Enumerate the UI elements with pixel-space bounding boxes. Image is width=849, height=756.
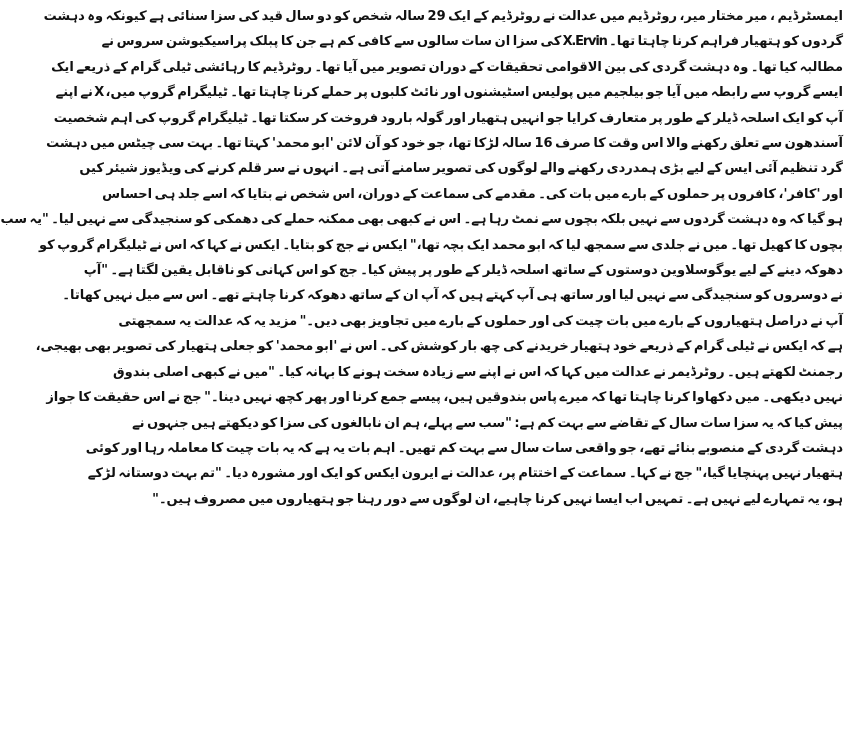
article-line: رجمنٹ لکھتے ہیں۔ روٹرڈیمر نے عدالت میں کہا کہ اس نے اپنے سے زیادہ سخت ہونے کا بہانہ کیا۔ "میں نے کبھی اصلی بندوق — [113, 364, 843, 380]
article-line: پیش کیا کہ یہ سزا سات سال کے تقاضے سے بہت کم ہے: "سب سے پہلے، ہم ان نابالغوں کی سزا کو دیکھتے ہیں جنہوں نے — [132, 415, 843, 431]
article-line: ہو، یہ تمہارے لیے نہیں ہے۔ تمہیں اب ایسا نہیں کرنا چاہیے، ان لوگوں سے دور رہنا جو ہتھیاروں میں مصروف ہیں۔" — [152, 491, 843, 507]
article-line: آسندھون سے تعلق رکھنے والا اس وقت کا صرف 16 سالہ لڑکا تھا، جو خود کو آن لائن 'ابو محمد' کہتا تھا۔ بہت سی چیٹس میں دہشت — [46, 136, 843, 152]
article-line: ہو گیا کہ وہ دہشت گردوں سے نہیں بلکہ بچوں سے نمٹ رہا ہے۔ اس نے کبھی بھی ممکنہ حملے کی دھمکی کو سنجیدگی سے نہیں لیا۔ "یہ سب — [0, 212, 843, 228]
article-line: اور 'کافر'، کافروں پر حملوں کے بارے میں بات کی۔ مقدمے کی سماعت کے دوران، اس شخص نے بتایا کہ اسے جلد ہی احساس — [102, 186, 843, 202]
article-line: نہیں دیکھی۔ میں دکھاوا کرنا چاہتا تھا کہ میرے پاس بندوقیں ہیں، پیسے جمع کرنا اور پھر کچھ نہیں دینا۔" جج نے اس حقیقت کا جواز — [46, 390, 843, 406]
article-line: آپ نے دراصل ہتھیاروں کے بارے میں بات چیت کی اور حملوں کے بارے میں تجاویز بھی دیں۔" مزید یہ کہ عدالت یہ سمجھتی — [118, 313, 843, 329]
article-line: گردوں کو ہتھیار فراہم کرنا چاہتا تھا۔ X.Ervin کی سزا ان سات سالوں سے کافی کم ہے جن کا پبلک پراسیکیوشن سروس نے — [101, 34, 843, 50]
article-line: نے دوسروں کو سنجیدگی سے نہیں لیا اور ساتھ ہی آپ کہتے ہیں کہ آپ ان کے ساتھ دھوکہ کرنا چاہتے تھے۔ اس سے میل نہیں کھاتا۔ — [62, 288, 843, 304]
article-line: ایسے گروپ سے رابطہ میں آیا جو بیلجیم میں پولیس اسٹیشنوں اور نائٹ کلبوں پر حملے کرنا چاہتا تھا۔ ٹیلیگرام گروپ میں، X نے اپنے — [55, 85, 843, 101]
article-body — [0, 4, 843, 752]
article-line: بچوں کا کھیل تھا۔ میں نے جلدی سے سمجھ لیا کہ ابو محمد ایک بچہ تھا،" ایکس نے جج کو بتایا۔ ایکس نے کہا کہ اس نے ٹیلیگرام گروپ کو — [38, 237, 843, 253]
article-line: ہے کہ ایکس نے ٹیلی گرام کے ذریعے خود ہتھیار خریدنے کی چھ بار کوشش کی۔ اس نے 'ابو محمد' کو جعلی ہتھیار کی تصویر بھی بھیجی، — [35, 339, 843, 355]
article-line: ایمسٹرڈیم ، میر مختار میر، روٹرڈیم میں عدالت نے روٹرڈیم کے ایک 29 سالہ شخص کو دو سال قید کی سزا سنائی ہے کیونکہ وہ دہشت — [43, 9, 843, 24]
article-line: ہتھیار نہیں پہنچایا گیا،" جج نے کہا۔ سماعت کے اختتام پر، عدالت نے ایرون ایکس کو ایک اور مشورہ دیا۔ "تم بہت دوستانہ لڑکے — [87, 466, 843, 482]
article-line: آپ کو ایک اسلحہ ڈیلر کے طور پر متعارف کرایا جو انہیں ہتھیار اور گولہ بارود فروخت کر سکتا تھا۔ ٹیلیگرام گروپ کی اہم شخصیت — [53, 110, 843, 126]
article-line: گرد تنظیم آئی ایس کے لیے بڑی ہمدردی رکھنے والے لوگوں کی تصویر سامنے آتی ہے۔ انہوں نے سر قلم کرنے کی ویڈیوز شیئر کیں — [79, 161, 843, 177]
article-line: دھوکہ دینے کے لیے یوگوسلاوین دوستوں کے ساتھ اسلحہ ڈیلر کے طور پر پیش کیا۔ جج کو اس کہانی کو ناقابل یقین لگتا ہے۔ "آپ — [83, 263, 843, 279]
article-line: دہشت گردی کے منصوبے بنائے تھے، جو واقعی سات سال سے بہت کم تھیں۔ اہم بات یہ ہے کہ یہ بات چیت کا معاملہ رہا اور کوئی — [85, 440, 843, 456]
article-line: مطالبہ کیا تھا۔ وہ دہشت گردی کی بین الاقوامی تحقیقات کے دوران تصویر میں آیا تھا۔ روٹرڈیم کا رہائشی ٹیلی گرام کے ذریعے ایک — [51, 59, 843, 75]
